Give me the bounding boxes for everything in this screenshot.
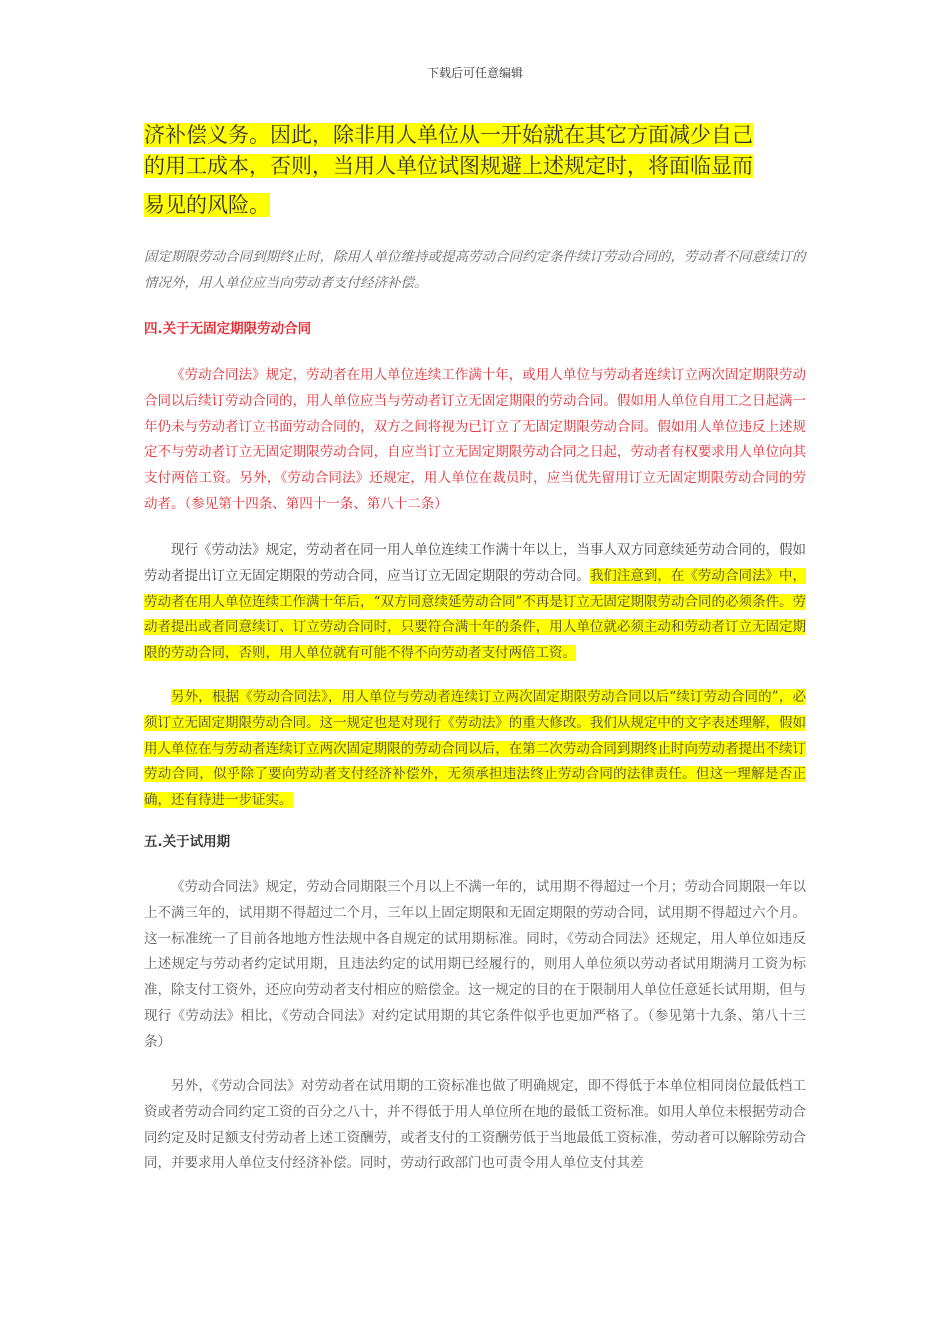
paragraph-3-highlighted-text: 另外，根据《劳动合同法》，用人单位与劳动者连续订立两次固定期限劳动合同以后“续订劳动合同的”，必须订立无固定期限劳动合同。这一规定也是对现行《劳动法》的重大修改。我们从规定中的文字表述理解，假如用人单位在与劳动者连续订立两次固定期限的劳动合同以后，在第二次劳动合同到期终止时向劳动者提出不续订劳动合同，似乎除了要向劳动者支付经济补偿外，无须承担违法终止劳动合同的法律责任。但这一理解是否正确，还有待进一步证实。 (144, 689, 806, 809)
section-4-paragraph-1: 《劳动合同法》规定，劳动者在用人单位连续工作满十年，或用人单位与劳动者连续订立两次固定期限劳动合同以后续订劳动合同的，用人单位应当与劳动者订立无固定期限的劳动合同。假如用人单位自用工之日起满一年仍未与劳动者订立书面劳动合同的，双方之间将视为已订立了无固定期限劳动合同。假如用人单位违反上述规定不与劳动者订立无固定期限劳动合同，自应当订立无固定期限劳动合同之日起，劳动者有权要求用人单位向其支付两倍工资。另外，《劳动合同法》还规定，用人单位在裁员时，应当优先留用订立无固定期限劳动合同的劳动者。（参见第十四条、第四十一条、第八十二条） (144, 367, 806, 512)
section-5-heading: 五.关于试用期 (144, 834, 231, 850)
page-header: 下载后可任意编辑 (426, 66, 523, 80)
paragraph-2-highlighted-text: 我们注意到，在《劳动合同法》中，劳动者在用人单位连续工作满十年后，“双方同意续延劳动合同”不再是订立无固定期限劳动合同的必须条件。劳动者提出或者同意续订、订立劳动合同时，只要符合满十年的条件，用人单位就必须主动和劳动者订立无固定期限的劳动合同，否则，用人单位就有可能不得不向劳动者支付两倍工资。 (144, 567, 806, 662)
intro-line-3: 易见的风险。 (144, 193, 270, 217)
intro-paragraph (144, 120, 806, 221)
section-4-paragraph-3 (144, 685, 806, 814)
paragraph-2-plain-text: 现行《劳动法》规定，劳动者在同一用人单位连续工作满十年以上，当事人双方同意续延劳动合同的，假如劳动者提出订立无固定期限的劳动合同，应当订立无固定期限的劳动合同。 (144, 542, 806, 584)
intro-line-2: 的用工成本，否则，当用人单位试图规避上述规定时，将面临显而 (144, 154, 753, 178)
section-5-paragraph-2: 另外，《劳动合同法》对劳动者在试用期的工资标准也做了明确规定，即不得低于本单位相同岗位最低档工资或者劳动合同约定工资的百分之八十，并不得低于用人单位所在地的最低工资标准。如用人单位未根据劳动合同约定及时足额支付劳动者上述工资酬劳，或者支付的工资酬劳低于当地最低工资标准，劳动者可以解除劳动合同，并要求用人单位支付经济补偿。同时，劳动行政部门也可责令用人单位支付其差 (144, 1078, 806, 1172)
section-4-paragraph-2 (144, 538, 806, 667)
section-4-heading: 四.关于无固定期限劳动合同 (144, 321, 312, 337)
italic-note: 固定期限劳动合同到期终止时，除用人单位维持或提高劳动合同约定条件续订劳动合同的，劳动者不同意续订的情况外，用人单位应当向劳动者支付经济补偿。 (144, 249, 806, 291)
intro-line-1: 济补偿义务。因此，除非用人单位从一开始就在其它方面减少自己 (144, 123, 753, 147)
section-5-paragraph-1: 《劳动合同法》规定，劳动合同期限三个月以上不满一年的，试用期不得超过一个月；劳动合同期限一年以上不满三年的，试用期不得超过二个月，三年以上固定期限和无固定期限的劳动合同，试用期不得超过六个月。这一标准统一了目前各地地方性法规中各自规定的试用期标准。同时，《劳动合同法》还规定，用人单位如违反上述规定与劳动者约定试用期，且违法约定的试用期已经履行的，则用人单位须以劳动者试用期满月工资为标准，除支付工资外，还应向劳动者支付相应的赔偿金。这一规定的目的在于限制用人单位任意延长试用期，但与现行《劳动法》相比，《劳动合同法》对约定试用期的其它条件似乎也更加严格了。（参见第十九条、第八十三条） (144, 879, 806, 1050)
